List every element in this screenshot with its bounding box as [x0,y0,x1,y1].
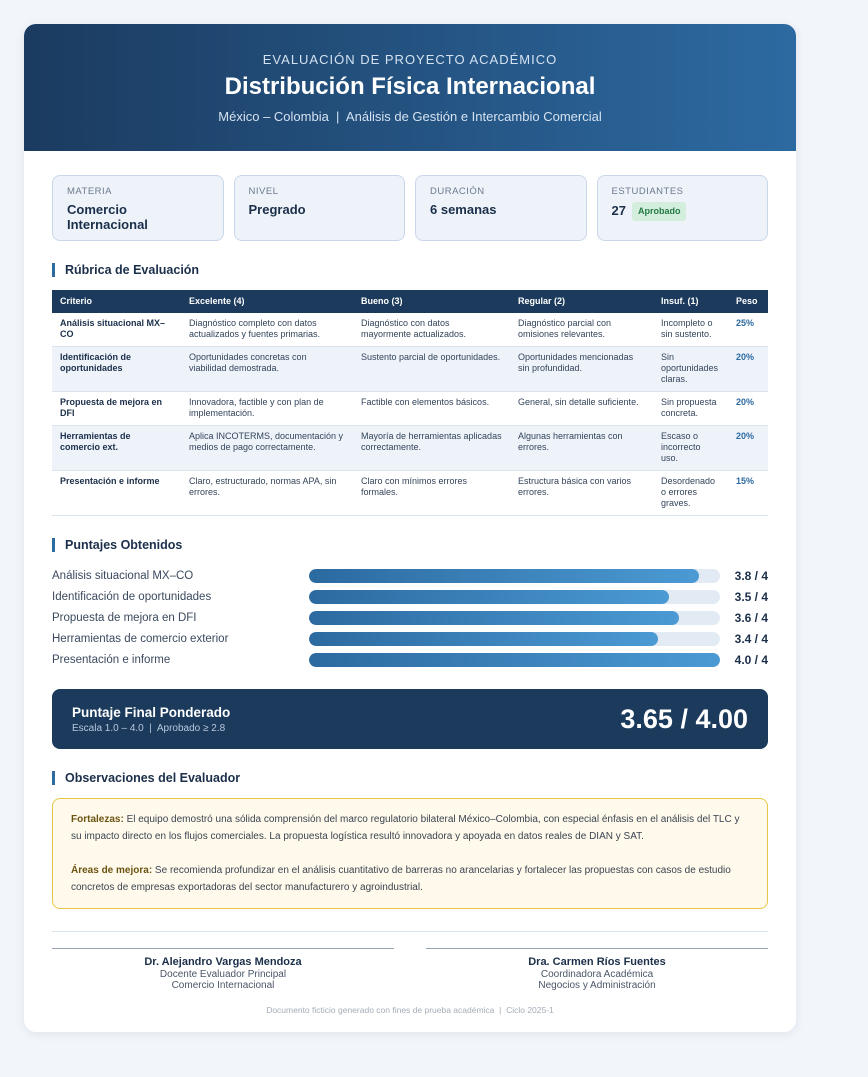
column-header: Insuf. (1) [653,290,728,313]
criterion-cell: Análisis situacional MX–CO [52,313,181,347]
descriptor-cell: Escaso o incorrecto uso. [653,426,728,471]
score-row [52,628,768,649]
descriptor-cell: Claro con mínimos errores formales. [353,471,510,516]
column-header: Peso [728,290,768,313]
score-label: Análisis situacional MX–CO [52,569,194,582]
descriptor-cell: Mayoría de herramientas aplicadas correctamente. [353,426,510,471]
descriptor-cell: Sin oportunidades claras. [653,347,728,392]
score-label: Propuesta de mejora en DFI [52,611,197,624]
score-bar-track [309,632,720,646]
header [24,24,796,151]
table-row [52,471,768,516]
column-header: Criterio [52,290,181,313]
info-value: Pregrado [248,202,306,217]
info-label: ESTUDIANTES [611,186,684,197]
score-bar-track [309,653,720,667]
signatures [52,948,768,991]
strengths-text: El equipo demostró una sólida comprensión del marco regulatorio bilateral México–Colombia, con especial énfasis en el análisis del TLC y su impacto directo en los flujos comerciales. La propuesta logística resultó innovadora y apoyada en datos reales de DIAN y SAT. [71,814,740,842]
improve-label: Áreas de mejora: [71,865,153,876]
descriptor-cell: Oportunidades mencionadas sin profundidad. [510,347,653,392]
info-boxes [52,175,768,241]
info-label: DURACIÓN [430,186,485,197]
final-score-panel [52,689,768,749]
rubric-table [52,290,768,516]
descriptor-cell: General, sin detalle suficiente. [510,392,653,426]
weight-cell: 20% [728,347,768,392]
score-row [52,607,768,628]
page-title: Distribución Física Internacional [224,73,596,100]
descriptor-cell: Aplica INCOTERMS, documentación y medios de pago correctamente. [181,426,353,471]
info-value: 27 [611,203,626,218]
descriptor-cell: Oportunidades concretas con viabilidad demostrada. [181,347,353,392]
descriptor-cell: Algunas herramientas con errores. [510,426,653,471]
score-bar-fill [309,653,720,667]
score-value: 3.6 / 4 [734,610,768,625]
score-label: Presentación e informe [52,653,171,666]
divider [52,931,768,932]
descriptor-cell: Desordenado o errores graves. [653,471,728,516]
signer-dept: Comercio Internacional [171,980,275,991]
signer-name: Dr. Alejandro Vargas Mendoza [144,956,302,968]
criterion-cell: Identificación de oportunidades [52,347,181,392]
final-score: 3.65 / 4.00 [620,703,748,734]
weight-cell: 20% [728,426,768,471]
table-row [52,313,768,347]
table-row [52,392,768,426]
descriptor-cell: Innovadora, factible y con plan de implementación. [181,392,353,426]
footer-note: Documento ficticio generado con fines de prueba académica | Ciclo 2025-1 [266,1005,554,1015]
descriptor-cell: Incompleto o sin sustento. [653,313,728,347]
column-header: Excelente (4) [181,290,353,313]
descriptor-cell: Sin propuesta concreta. [653,392,728,426]
final-subtitle: Escala 1.0 – 4.0 | Aprobado ≥ 2.8 [72,722,226,734]
info-estudiantes [597,175,769,241]
signature-coordinator [426,948,768,991]
descriptor-cell: Diagnóstico parcial con omisiones relevantes. [510,313,653,347]
signature-evaluator [52,948,394,991]
score-bar-fill [309,569,699,583]
score-label: Identificación de oportunidades [52,590,212,603]
score-value: 4.0 / 4 [734,652,768,667]
strengths-label: Fortalezas: [71,814,124,825]
scores-list [52,565,768,670]
status-badge: Aprobado [632,202,687,221]
score-bar-track [309,569,720,583]
descriptor-cell: Factible con elementos básicos. [353,392,510,426]
scores-title: Puntajes Obtenidos [52,538,768,552]
score-row [52,586,768,607]
score-row [52,565,768,586]
criterion-cell: Herramientas de comercio ext. [52,426,181,471]
info-value: 6 semanas [430,202,497,217]
score-bar-fill [309,632,658,646]
criterion-cell: Propuesta de mejora en DFI [52,392,181,426]
score-bar-fill [309,611,679,625]
signer-name: Dra. Carmen Ríos Fuentes [528,956,666,968]
weight-cell: 15% [728,471,768,516]
improve-text: Se recomienda profundizar en el análisis cuantitativo de barreras no arancelarias y fortalecer las propuestas con casos de estudio concretos de empresas exportadoras del sector manufacturero y agroindustrial. [71,865,731,893]
score-value: 3.5 / 4 [734,589,768,604]
table-row [52,426,768,471]
descriptor-cell: Diagnóstico con datos mayormente actualizados. [353,313,510,347]
observations-title: Observaciones del Evaluador [52,771,768,785]
signer-dept: Negocios y Administración [538,980,656,991]
header-kicker: EVALUACIÓN DE PROYECTO ACADÉMICO [262,52,558,67]
final-title: Puntaje Final Ponderado [72,704,231,720]
score-bar-track [309,611,720,625]
info-label: MATERIA [67,186,113,197]
descriptor-cell: Estructura básica con varios errores. [510,471,653,516]
signer-role: Coordinadora Académica [540,969,654,980]
column-header: Bueno (3) [353,290,510,313]
descriptor-cell: Diagnóstico completo con datos actualizados y fuentes primarias. [181,313,353,347]
descriptor-cell: Claro, estructurado, normas APA, sin errores. [181,471,353,516]
weight-cell: 20% [728,392,768,426]
criterion-cell: Presentación e informe [52,471,181,516]
column-header: Regular (2) [510,290,653,313]
score-value: 3.8 / 4 [734,568,768,583]
score-label: Herramientas de comercio exterior [52,632,229,645]
score-bar-fill [309,590,669,604]
score-row [52,649,768,670]
info-nivel [234,175,406,241]
header-subtitle: México – Colombia | Análisis de Gestión e Intercambio Comercial [218,109,602,124]
descriptor-cell: Sustento parcial de oportunidades. [353,347,510,392]
weight-cell: 25% [728,313,768,347]
score-bar-track [309,590,720,604]
observations-box [52,798,768,909]
signer-role: Docente Evaluador Principal [159,969,287,980]
score-value: 3.4 / 4 [734,631,768,646]
info-duracion [415,175,587,241]
rubric-title: Rúbrica de Evaluación [52,263,768,277]
info-label: NIVEL [248,186,279,197]
evaluation-card [24,24,796,1032]
info-value: Comercio Internacional [67,202,148,232]
info-materia [52,175,224,241]
table-row [52,347,768,392]
